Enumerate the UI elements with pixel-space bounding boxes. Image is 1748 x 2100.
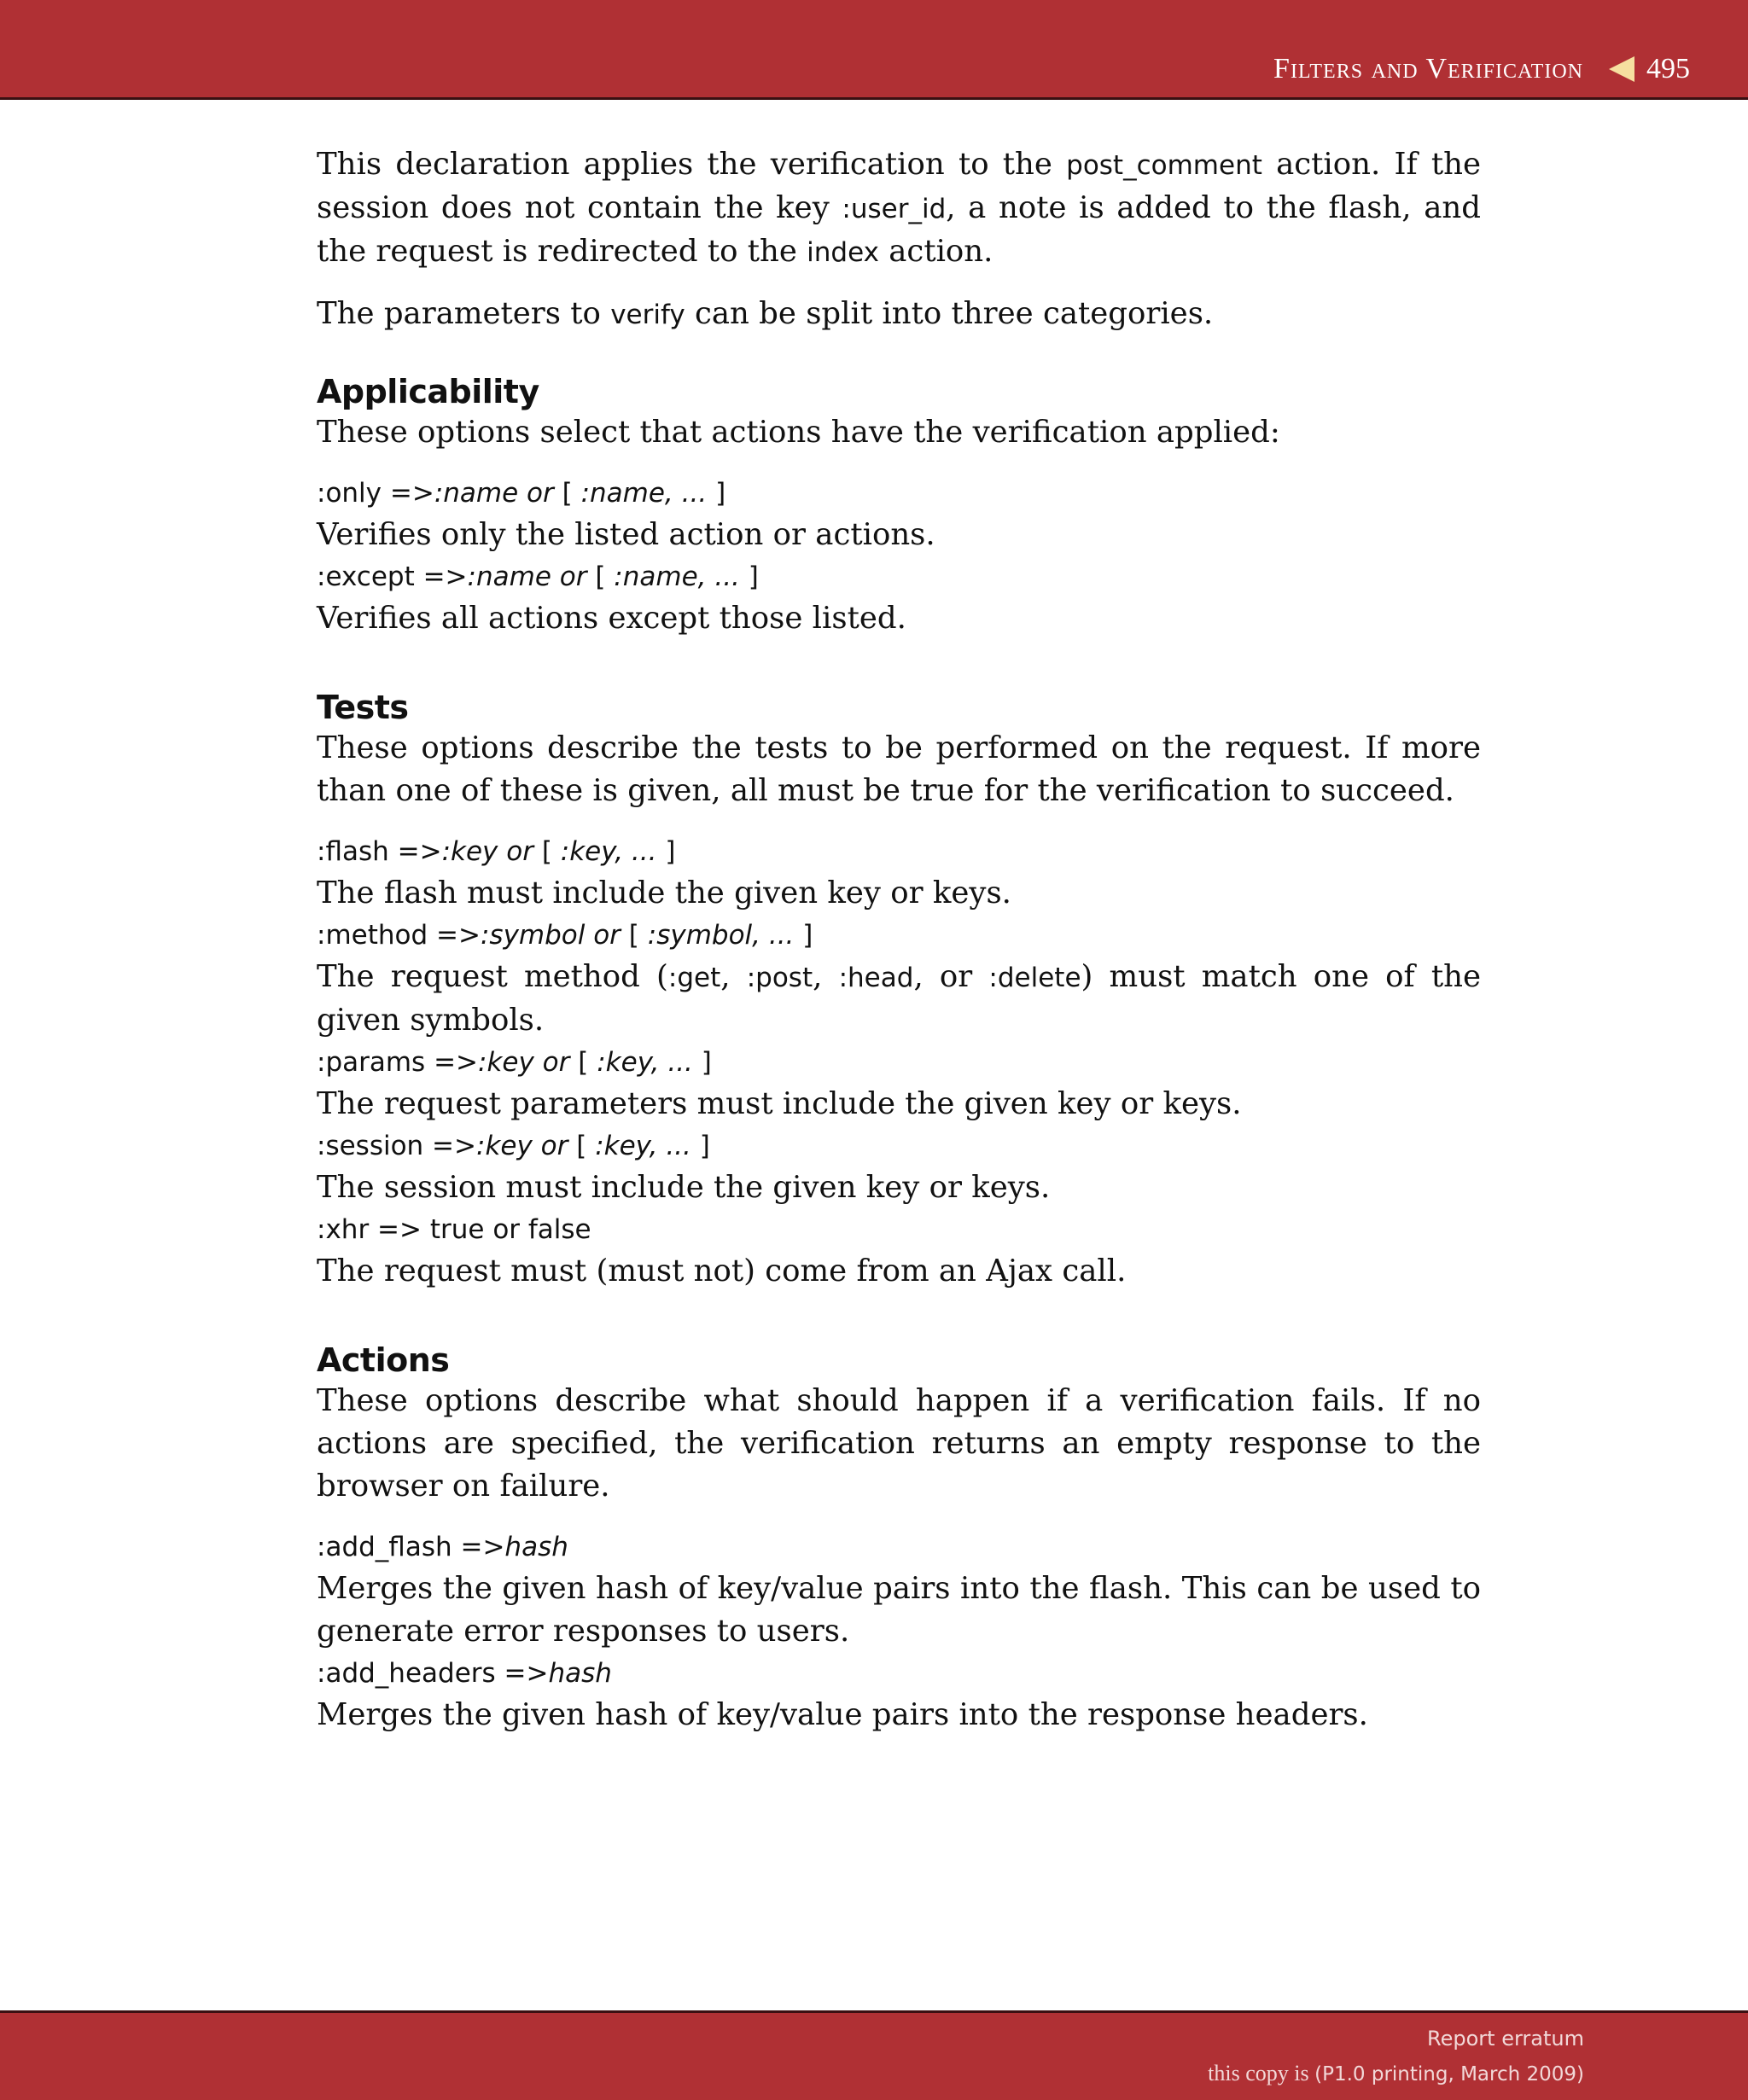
bracket: ] [707, 478, 726, 509]
section-heading-applicability: Applicability [317, 373, 539, 410]
inline-code: :post [746, 963, 813, 993]
option-term [317, 1126, 1481, 1166]
option-term [317, 915, 1481, 956]
bracket: [ [568, 1131, 596, 1161]
bracket: ] [739, 561, 759, 592]
inline-code: index [807, 237, 879, 268]
section-intro: These options describe what should happen if a verification fails. If no actions are specified, the verification returns an empty response to the browser on failure. [317, 1383, 1481, 1504]
bracket: ] [690, 1131, 710, 1161]
option-list-actions [317, 1527, 1481, 1736]
option-term [317, 473, 1481, 514]
option-key: :method => [317, 920, 481, 951]
option-description: The session must include the given key or keys. [317, 1170, 1051, 1205]
copy-info [1208, 2061, 1584, 2086]
option-term [317, 1042, 1481, 1083]
bracket: [ [533, 836, 561, 867]
option-description [317, 956, 1481, 1042]
option-description: Merges the given hash of key/value pairs into the response headers. [317, 1697, 1368, 1732]
text: action. If the session does not contain the key [317, 147, 1481, 225]
option-value: :key or [441, 836, 533, 867]
inline-code: :head [838, 963, 914, 993]
option-description: Verifies only the listed action or actions. [317, 517, 935, 552]
option-list-tests [317, 831, 1481, 1293]
option-value: :name or [467, 561, 587, 592]
option-value: :key or [476, 1131, 568, 1161]
inline-code: :delete [988, 963, 1081, 993]
option-term [317, 556, 1481, 597]
option-description: The flash must include the given key or keys. [317, 875, 1011, 910]
inline-code: post_comment [1066, 150, 1262, 181]
option-key: :session => [317, 1131, 476, 1161]
left-arrow-icon[interactable] [1609, 56, 1634, 82]
option-value: :symbol or [480, 920, 621, 951]
bracket: [ [569, 1047, 597, 1078]
text: , or [913, 959, 989, 994]
intro-paragraph-1 [317, 143, 1481, 274]
text: The parameters to [317, 296, 611, 331]
option-value: :key, ... [560, 836, 657, 867]
page-number: 495 [1646, 53, 1690, 84]
text: , a note is added to the flash, and the request is redirected to the [317, 190, 1481, 269]
text: This declaration applies the verification to the [317, 147, 1067, 182]
option-term [317, 1527, 1481, 1568]
page-footer [0, 2010, 1748, 2100]
option-value: :symbol, ... [647, 920, 795, 951]
option-value: :name or [434, 478, 554, 509]
inline-code: :get [667, 963, 721, 993]
option-key: :xhr => true or false [317, 1214, 591, 1245]
option-description: Verifies all actions except those listed. [317, 601, 906, 636]
option-description: The request parameters must include the given key or keys. [317, 1086, 1242, 1121]
option-key: :only => [317, 478, 434, 509]
option-value: :name, ... [614, 561, 740, 592]
section-intro: These options select that actions have the verification applied: [317, 415, 1280, 450]
section-heading-tests: Tests [317, 689, 409, 726]
option-term [317, 1209, 1481, 1250]
bracket: [ [620, 920, 648, 951]
section-intro: These options describe the tests to be performed on the request. If more than one of these is given, all must be true for the verification to succeed. [317, 730, 1481, 808]
option-value: hash [504, 1532, 568, 1562]
text: can be split into three categories. [685, 296, 1214, 331]
section-heading-actions: Actions [317, 1341, 450, 1379]
bracket: [ [553, 478, 581, 509]
option-key: :add_flash => [317, 1532, 505, 1562]
option-value: :key, ... [595, 1131, 691, 1161]
text: action. [878, 234, 993, 269]
option-key: :except => [317, 561, 468, 592]
text: The request method ( [317, 959, 668, 994]
header-bar [1273, 53, 1690, 85]
inline-code: :user_id [842, 194, 947, 224]
bracket: ] [794, 920, 813, 951]
page-header [0, 0, 1748, 100]
text: ) must match one of the given symbols. [317, 959, 1481, 1038]
text: , [813, 959, 839, 994]
option-value: :key or [478, 1047, 570, 1078]
option-description: The request must (must not) come from an Ajax call. [317, 1254, 1127, 1289]
option-key: :params => [317, 1047, 479, 1078]
option-list-applicability [317, 473, 1481, 640]
option-value: :name, ... [580, 478, 708, 509]
report-erratum-link[interactable]: Report erratum [1427, 2027, 1584, 2051]
inline-code: verify [610, 300, 685, 330]
option-description: Merges the given hash of key/value pairs into the flash. This can be used to generate error responses to users. [317, 1571, 1481, 1649]
option-term [317, 1653, 1481, 1694]
bracket: ] [692, 1047, 712, 1078]
copy-prefix: this copy is [1208, 2061, 1315, 2085]
bracket: ] [656, 836, 676, 867]
chapter-title: Filters and Verification [1273, 53, 1583, 84]
printing-info: (P1.0 printing, March 2009) [1314, 2063, 1584, 2085]
page-content [317, 143, 1481, 1736]
option-value: :key, ... [597, 1047, 693, 1078]
option-key: :flash => [317, 836, 442, 867]
intro-paragraph-2 [317, 293, 1481, 336]
option-value: hash [548, 1658, 612, 1689]
option-term [317, 831, 1481, 872]
option-key: :add_headers => [317, 1658, 549, 1689]
text: , [720, 959, 747, 994]
bracket: [ [586, 561, 615, 592]
